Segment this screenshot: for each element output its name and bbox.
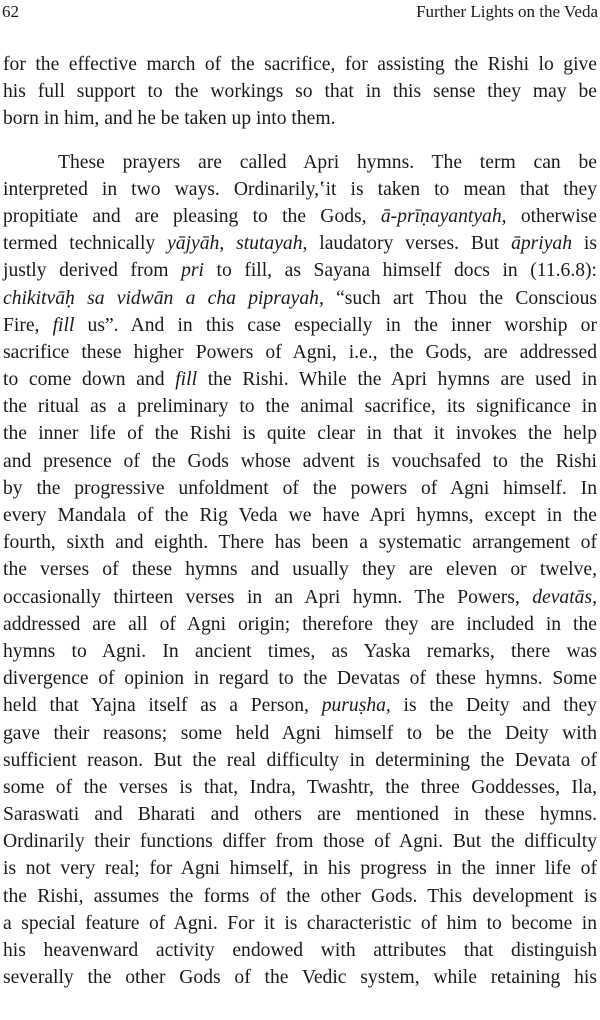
text-segment: to fill, as Sayana himself docs in (11.6.8): [216, 260, 597, 282]
text-line: the inner life of the Rishi is quite clear in that it invokes the help [3, 423, 597, 445]
running-title: Further Lights on the Veda [416, 2, 598, 21]
text-segment: “such art Thou the Conscious [336, 287, 597, 309]
text-segment: justly derived from [3, 260, 169, 282]
paragraph-gap [3, 133, 597, 149]
text-line: the Rishi, assumes the forms of the other Gods. This development is [3, 885, 597, 907]
text-line: some of the verses is that, Indra, Twashtr, the three Goddesses, Ila, [3, 776, 597, 798]
italic-term: devatās, [532, 586, 597, 608]
text-line: gave their reasons; some held Agni himself to be the Deity with [3, 722, 597, 744]
paragraph-2 [3, 149, 597, 992]
text-segment: held that Yajna itself as a Person, [3, 695, 309, 717]
paragraph-1 [3, 51, 597, 133]
text-segment: to come down and [3, 369, 165, 391]
text-segment: laudatory verses. But [319, 233, 500, 255]
text-line: by the progressive unfoldment of the powers of Agni himself. In [3, 477, 597, 499]
text-line [3, 203, 597, 230]
text-line [3, 584, 597, 611]
text-line: interpreted in two ways. Ordinarily,ʽit is taken to mean that they [3, 178, 597, 200]
text-line: born in him, and he be taken up into them. [3, 108, 336, 130]
text-line: hymns to Agni. In ancient times, as Yaska remarks, there was [3, 640, 597, 662]
italic-term: fill [52, 314, 75, 336]
text-segment: the Rishi. While the Apri hymns are used in [207, 369, 597, 391]
text-line: Ordinarily their functions differ from those of Agni. But the difficulty [3, 831, 597, 853]
text-line: sufficient reason. But the real difficulty in determining the Devata of [3, 749, 597, 771]
text-line: a special feature of Agni. For it is characteristic of him to become in [3, 912, 597, 934]
italic-term: puruṣha, [321, 695, 391, 717]
text-segment: Fire, [3, 314, 40, 336]
text-segment: is the Deity and they [403, 695, 597, 717]
text-line [3, 366, 597, 393]
text-segment: us”. And in this case especially in the inner worship or [87, 314, 597, 336]
text-line [3, 257, 597, 284]
text-line [3, 230, 597, 257]
text-line [3, 312, 597, 339]
italic-term: āpriyah [511, 233, 573, 255]
italic-term: yājyāh, stutayah, [167, 233, 308, 255]
text-line [3, 692, 597, 719]
italic-term: ā-prīṇayantyah, [380, 205, 507, 227]
text-line: every Mandala of the Rig Veda we have Apri hymns, except in the [3, 505, 597, 526]
text-line: his heavenward activity endowed with attributes that distinguish [3, 940, 597, 961]
text-line: his full support to the workings so that in this sense they may be [3, 81, 597, 103]
text-line: and presence of the Gods whose advent is vouchsafed to the Rishi [3, 450, 597, 472]
text-line: fourth, sixth and eighth. There has been a systematic arrangement of [3, 532, 597, 554]
text-segment: propitiate and are pleasing to the Gods, [3, 205, 367, 227]
italic-term: chikitvāḥ sa vidwān a cha piprayah, [3, 287, 324, 309]
text-line: addressed are all of Agni origin; therefore they are included in the [3, 613, 597, 635]
text-line: divergence of opinion in regard to the Devatas of these hymns. Some [3, 668, 597, 690]
italic-term: fill [175, 369, 198, 391]
text-segment: termed technically [3, 233, 156, 255]
text-segment: otherwise [520, 205, 597, 227]
text-line: severally the other Gods of the Vedic system, while retaining his [3, 967, 597, 989]
text-segment: is [583, 233, 597, 255]
running-head [0, 0, 600, 24]
text-line: for the effective march of the sacrifice, for assisting the Rishi lo give [3, 54, 597, 75]
text-line: the ritual as a preliminary to the animal sacrifice, its significance in [3, 396, 597, 418]
italic-term: pri [181, 260, 204, 282]
page-number: 62 [2, 2, 19, 21]
text-line: Saraswati and Bharati and others are mentioned in these hymns. [3, 804, 597, 826]
text-line: These prayers are called Apri hymns. The term can be [58, 151, 597, 173]
text-line [3, 285, 597, 312]
text-line: is not very real; for Agni himself, in his progress in the inner life of [3, 858, 597, 880]
text-line: sacrifice these higher Powers of Agni, i.e., the Gods, are addressed [3, 341, 597, 363]
text-segment: occasionally thirteen verses in an Apri hymn. The Powers, [3, 586, 520, 608]
text-line: the verses of these hymns and usually they are eleven or twelve, [3, 559, 597, 581]
body-text [3, 51, 597, 991]
